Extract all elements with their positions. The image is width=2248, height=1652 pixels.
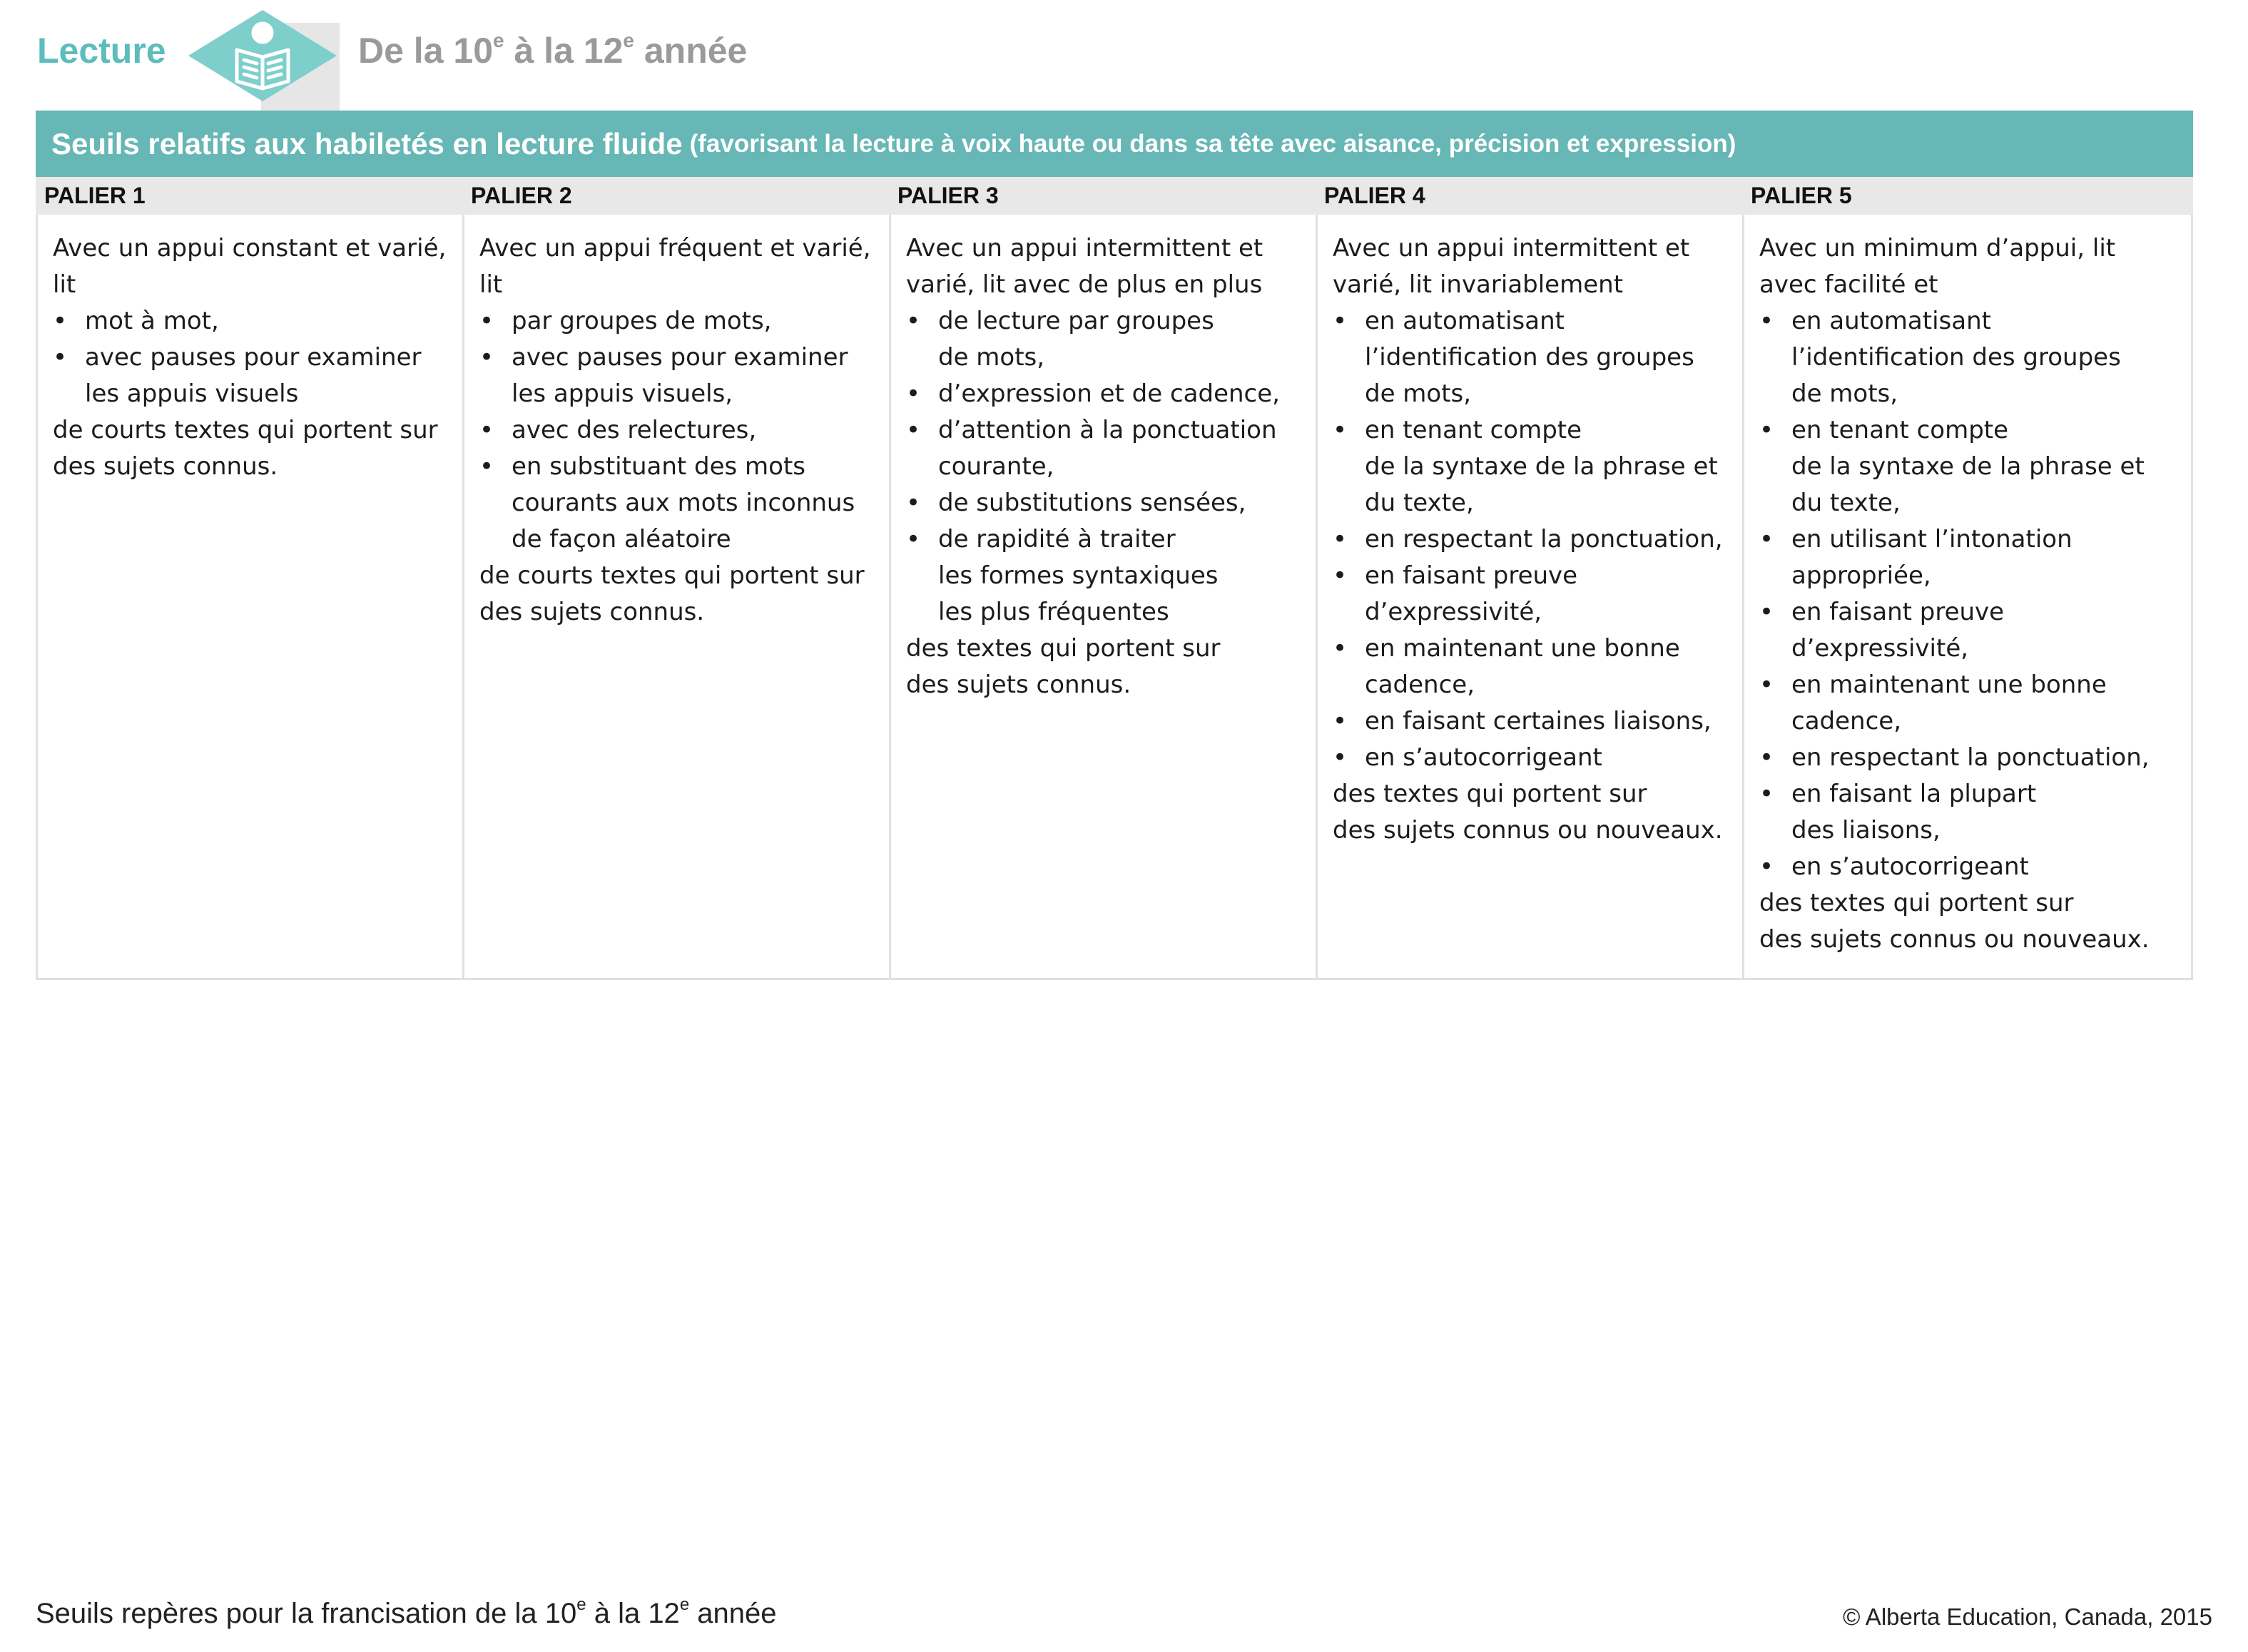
criteria-text: avec pauses pour examiner les appuis visuels	[85, 343, 422, 408]
criteria-text: en utilisant l’intonation appropriée,	[1791, 525, 2072, 590]
grade-sup-1: e	[493, 29, 504, 51]
criteria-text: avec pauses pour examiner les appuis visuels,	[512, 343, 848, 408]
criteria-text: de substitutions sensées,	[938, 489, 1246, 517]
criteria-item	[1759, 521, 2159, 594]
criteria-item	[1759, 667, 2159, 740]
criteria-text: de lecture par groupes de mots,	[938, 307, 1214, 372]
level-outro: des textes qui portent sur des sujets connus ou nouveaux.	[1333, 780, 1723, 845]
criteria-text: par groupes de mots,	[512, 307, 772, 335]
level-criteria-list	[1333, 303, 1732, 776]
bullet-icon: •	[1333, 743, 1348, 772]
level-1-header: PALIER 1	[44, 183, 146, 208]
criteria-item	[1759, 776, 2159, 849]
criteria-text: en s’autocorrigeant	[1791, 852, 2029, 881]
criteria-item	[53, 303, 452, 340]
bullet-icon: •	[1333, 307, 1348, 335]
level-criteria-list	[906, 303, 1306, 631]
level-2-cell	[479, 230, 879, 631]
criteria-item	[1333, 740, 1732, 776]
bullet-icon: •	[1333, 525, 1348, 554]
criteria-item	[1333, 412, 1732, 521]
criteria-text: en maintenant une bonne cadence,	[1365, 634, 1680, 699]
criteria-item	[906, 376, 1306, 412]
criteria-item	[479, 412, 879, 449]
bullet-icon: •	[906, 525, 921, 554]
criteria-text: mot à mot,	[85, 307, 219, 335]
criteria-text: en faisant preuve d’expressivité,	[1791, 598, 2005, 663]
criteria-item	[1333, 558, 1732, 631]
bullet-icon: •	[53, 343, 68, 372]
bullet-icon: •	[1759, 598, 1774, 626]
criteria-item	[1333, 521, 1732, 558]
criteria-text: en automatisant l’identification des groupes de mots,	[1791, 307, 2121, 408]
level-1-cell	[53, 230, 452, 485]
criteria-item	[906, 412, 1306, 485]
grade-suffix: année	[634, 31, 748, 71]
footer-sup-2: e	[679, 1595, 690, 1614]
bullet-icon: •	[1759, 416, 1774, 444]
level-outro: de courts textes qui portent sur des sujets connus.	[53, 416, 438, 481]
criteria-item	[1759, 740, 2159, 776]
criteria-item	[479, 340, 879, 412]
criteria-text: en respectant la ponctuation,	[1365, 525, 1723, 554]
table-title: Seuils relatifs aux habiletés en lecture fluide	[51, 126, 683, 160]
section-icon-badge	[187, 9, 338, 108]
level-2-header: PALIER 2	[471, 183, 572, 208]
bullet-icon: •	[1759, 780, 1774, 808]
footer-sup-1: e	[576, 1595, 586, 1614]
level-intro: Avec un appui fréquent et varié, lit	[479, 234, 871, 299]
footer-copyright: © Alberta Education, Canada, 2015	[1843, 1603, 2212, 1630]
criteria-text: en tenant compte de la syntaxe de la phrase et du texte,	[1365, 416, 1718, 517]
bullet-icon: •	[1759, 307, 1774, 335]
level-4-header: PALIER 4	[1324, 183, 1425, 208]
criteria-item	[1333, 703, 1732, 740]
bullet-icon: •	[479, 452, 494, 481]
bullet-icon: •	[479, 416, 494, 444]
open-book-reader-icon	[187, 9, 338, 108]
level-4-cell	[1333, 230, 1732, 849]
table-title-banner	[36, 111, 2193, 177]
page-header	[0, 0, 2248, 111]
bullet-icon: •	[1333, 707, 1348, 735]
level-outro: de courts textes qui portent sur des sujets connus.	[479, 561, 865, 626]
criteria-item	[479, 449, 879, 558]
level-outro: des textes qui portent sur des sujets connus ou nouveaux.	[1759, 889, 2150, 954]
criteria-text: en tenant compte de la syntaxe de la phrase et du texte,	[1791, 416, 2145, 517]
level-intro: Avec un appui intermittent et varié, lit avec de plus en plus	[906, 234, 1263, 299]
footer-document-title	[36, 1595, 777, 1630]
criteria-text: en maintenant une bonne cadence,	[1791, 671, 2107, 735]
grade-sup-2: e	[623, 29, 634, 51]
criteria-text: d’expression et de cadence,	[938, 379, 1280, 408]
footer-middle: à la 12	[586, 1598, 680, 1629]
criteria-text: en automatisant l’identification des groupes de mots,	[1365, 307, 1694, 408]
bullet-icon: •	[1759, 671, 1774, 699]
bullet-icon: •	[53, 307, 68, 335]
bullet-icon: •	[1333, 634, 1348, 663]
bullet-icon: •	[1759, 743, 1774, 772]
criteria-text: d’attention à la ponctuation courante,	[938, 416, 1277, 481]
section-name: Lecture	[37, 31, 166, 71]
criteria-item	[53, 340, 452, 412]
bullet-icon: •	[479, 307, 494, 335]
criteria-item	[1759, 412, 2159, 521]
criteria-text: en faisant la plupart des liaisons,	[1791, 780, 2037, 845]
level-header-row	[36, 177, 2193, 215]
bullet-icon: •	[906, 379, 921, 408]
level-intro: Avec un minimum d’appui, lit avec facilité et	[1759, 234, 2116, 299]
criteria-item	[906, 521, 1306, 631]
criteria-item	[1333, 631, 1732, 703]
bullet-icon: •	[906, 489, 921, 517]
level-criteria-list	[1759, 303, 2159, 885]
footer-prefix: Seuils repères pour la francisation de la 10	[36, 1598, 577, 1629]
criteria-text: en substituant des mots courants aux mots inconnus de façon aléatoire	[512, 452, 855, 554]
grade-prefix: De la 10	[358, 31, 494, 71]
criteria-item	[479, 303, 879, 340]
criteria-text: en faisant certaines liaisons,	[1365, 707, 1712, 735]
criteria-text: en s’autocorrigeant	[1365, 743, 1602, 772]
level-criteria-list	[53, 303, 452, 412]
table-subtitle: (favorisant la lecture à voix haute ou dans sa tête avec aisance, précision et expression)	[689, 129, 1736, 158]
criteria-text: en respectant la ponctuation,	[1791, 743, 2150, 772]
bullet-icon: •	[1333, 416, 1348, 444]
footer-suffix: année	[689, 1598, 777, 1629]
level-intro: Avec un appui intermittent et varié, lit invariablement	[1333, 234, 1690, 299]
bullet-icon: •	[1333, 561, 1348, 590]
criteria-item	[906, 485, 1306, 521]
level-3-cell	[906, 230, 1306, 703]
level-criteria-list	[479, 303, 879, 558]
level-5-header: PALIER 5	[1751, 183, 1852, 208]
bullet-icon: •	[906, 416, 921, 444]
bullet-icon: •	[906, 307, 921, 335]
grade-range-title	[358, 30, 747, 71]
level-intro: Avec un appui constant et varié, lit	[53, 234, 447, 299]
criteria-item	[1759, 594, 2159, 667]
criteria-text: de rapidité à traiter les formes syntaxiques les plus fréquentes	[938, 525, 1219, 626]
criteria-item	[906, 303, 1306, 376]
criteria-text: avec des relectures,	[512, 416, 757, 444]
level-3-header: PALIER 3	[897, 183, 999, 208]
criteria-item	[1759, 849, 2159, 885]
bullet-icon: •	[1759, 852, 1774, 881]
criteria-item	[1333, 303, 1732, 412]
grade-middle: à la 12	[504, 31, 624, 71]
criteria-text: en faisant preuve d’expressivité,	[1365, 561, 1578, 626]
bullet-icon: •	[479, 343, 494, 372]
bullet-icon: •	[1759, 525, 1774, 554]
criteria-item	[1759, 303, 2159, 412]
level-5-cell	[1759, 230, 2159, 958]
level-outro: des textes qui portent sur des sujets connus.	[906, 634, 1221, 699]
